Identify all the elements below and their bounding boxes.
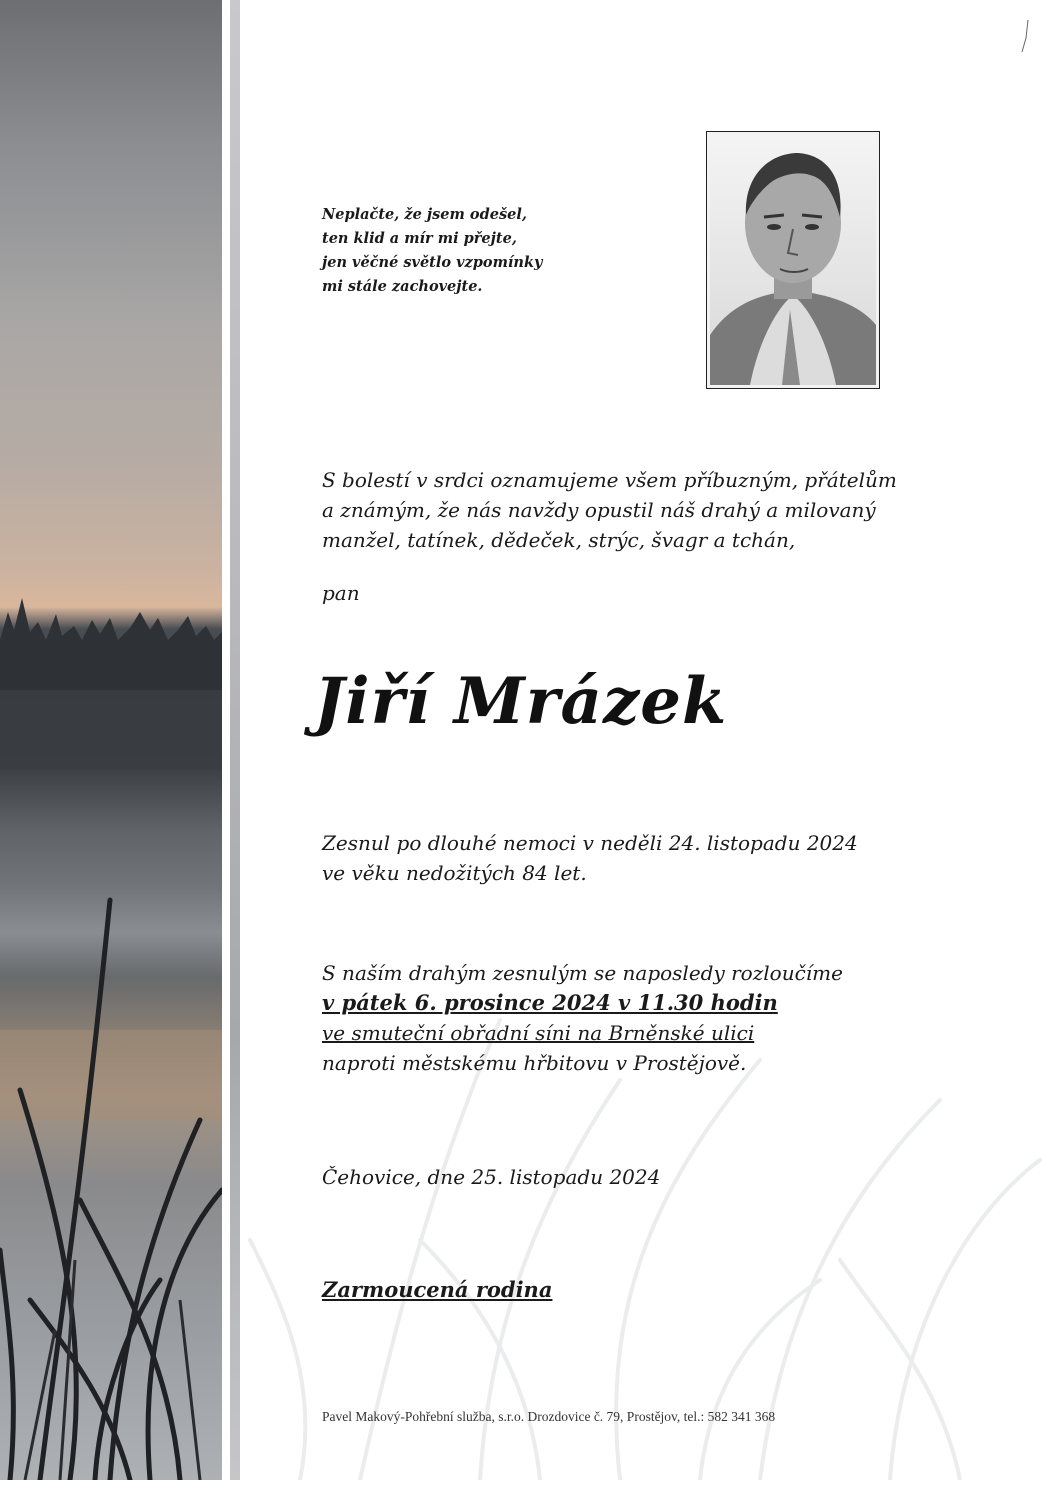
landscape-image-strip [0, 0, 222, 1480]
salutation: pan [322, 581, 360, 605]
funeral-service-footer: Pavel Makový-Pohřební služba, s.r.o. Drozdovice č. 79, Prostějov, tel.: 582 341 368 [322, 1409, 776, 1424]
portrait-photo-icon [710, 135, 876, 385]
lake-sunset-image [0, 0, 222, 1480]
funeral-location: naproti městskému hřbitovu v Prostějově. [322, 1051, 747, 1075]
portrait-photo [706, 131, 880, 389]
funeral-venue: ve smuteční obřadní síni na Brněnské ulici [322, 1021, 755, 1045]
funeral-datetime: v pátek 6. prosince 2024 v 11.30 hodin [322, 990, 778, 1015]
poem-line: Neplačte, že jsem odešel, [322, 206, 527, 223]
announcement-line: a známým, že nás navždy opustil náš drahý a milovaný [322, 498, 876, 522]
strip-divider [222, 0, 230, 1480]
announcement-text [322, 465, 897, 555]
death-notice-line: ve věku nedožitých 84 let. [322, 861, 587, 885]
funeral-intro: S naším drahým zesnulým se naposledy rozloučíme [322, 961, 843, 985]
poem-line: ten klid a mír mi přejte, [322, 230, 517, 247]
announcement-line: S bolestí v srdci oznamujeme všem příbuzným, přátelům [322, 468, 897, 492]
memorial-poem [322, 203, 572, 299]
deceased-name: Jiří Mrázek [314, 664, 728, 739]
death-notice [322, 828, 858, 888]
thin-gray-strip [230, 0, 240, 1480]
poem-line: jen věčné světlo vzpomínky [322, 254, 543, 271]
corner-pen-mark [1018, 18, 1032, 54]
funeral-details [322, 958, 843, 1078]
poem-line: mi stále zachovejte. [322, 278, 483, 295]
place-date: Čehovice, dne 25. listopadu 2024 [322, 1165, 661, 1189]
signature: Zarmoucená rodina [322, 1277, 553, 1302]
announcement-line: manžel, tatínek, dědeček, strýc, švagr a tchán, [322, 528, 796, 552]
death-notice-line: Zesnul po dlouhé nemoci v neděli 24. listopadu 2024 [322, 831, 858, 855]
